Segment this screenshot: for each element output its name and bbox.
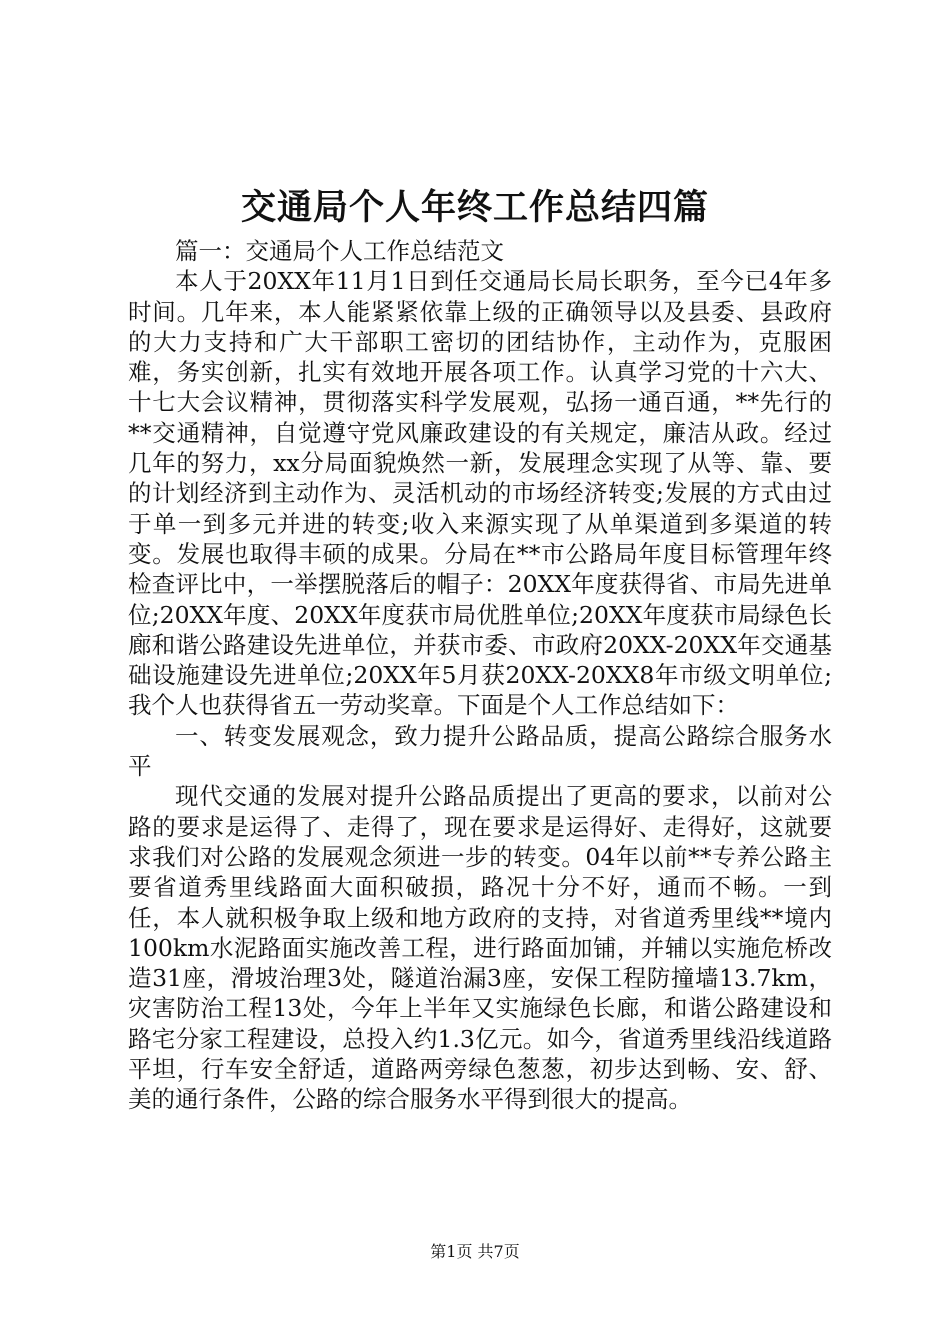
document-body xyxy=(128,236,832,1115)
document-title: 交通局个人年终工作总结四篇 xyxy=(240,187,709,228)
page-footer: 第1页 共7页 xyxy=(430,1242,520,1261)
section-heading-1: 篇一：交通局个人工作总结范文 xyxy=(175,237,504,265)
body-paragraph: 现代交通的发展对提升公路品质提出了更高的要求，以前对公路的要求是运得了、走得了，现在要求是运得好、走得好，这就要求我们对公路的发展观念须进一步的转变。04年以前**专养公路主要省道秀里线路面大面积破损，路况十分不好，通而不畅。一到任，本人就积极争取上级和地方政府的支持，对省道秀里线**境内100km水泥路面实施改善工程，进行路面加铺，并辅以实施危桥改造31座，滑坡治理3处，隧道治漏3座，安保工程防撞墙13.7km，灾害防治工程13处，今年上半年又实施绿色长廊，和谐公路建设和路宅分家工程建设，总投入约1.3亿元。如今，省道秀里线沿线道路平坦，行车安全舒适，道路两旁绿色葱葱，初步达到畅、安、舒、美的通行条件，公路的综合服务水平得到很大的提高。 xyxy=(128,782,832,1114)
body-paragraph: 本人于20XX年11月1日到任交通局长局长职务，至今已4年多时间。几年来，本人能紧紧依靠上级的正确领导以及县委、县政府的大力支持和广大干部职工密切的团结协作，主动作为，克服困难，务实创新，扎实有效地开展各项工作。认真学习党的十六大、十七大会议精神，贯彻落实科学发展观，弘扬一通百通，**先行的**交通精神，自觉遵守党风廉政建设的有关规定，廉洁从政。经过几年的努力，xx分局面貌焕然一新，发展理念实现了从等、靠、要的计划经济到主动作为、灵活机动的市场经济转变;发展的方式由过于单一到多元并进的转变;收入来源实现了从单渠道到多渠道的转变。发展也取得丰硕的成果。分局在**市公路局年度目标管理年终检查评比中，一举摆脱落后的帽子：20XX年度获得省、市局先进单位;20XX年度、20XX年度获市局优胜单位;20XX年度获市局绿色长廊和谐公路建设先进单位，并获市委、市政府20XX-20XX年交通基础设施建设先进单位;20XX年5月获20XX-20XX8年市级文明单位;我个人也获得省五一劳动奖章。下面是个人工作总结如下： xyxy=(128,267,832,720)
section-heading-2: 一、转变发展观念，致力提升公路品质，提高公路综合服务水平 xyxy=(128,721,832,781)
